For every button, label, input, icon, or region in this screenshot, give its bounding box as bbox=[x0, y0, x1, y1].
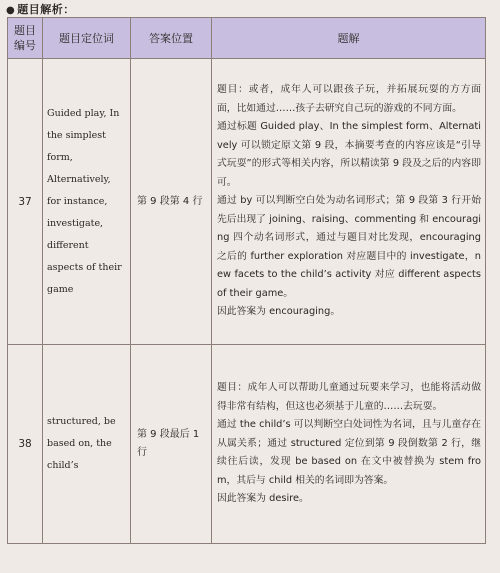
explanation-paragraph: 题目：或者，成年人可以跟孩子玩，并拓展玩耍的方方面面，比如通过……孩子去研究自己玩的游戏的不同方面。 bbox=[217, 84, 481, 114]
answer-position: 第 9 段第 4 行 bbox=[131, 59, 212, 345]
explanation-paragraph: 通过 by 可以判断空白处为动名词形式；第 9 段第 3 行开始先后出现了 joining、raising、commenting 和 encouraging 四个动名词形式，通过与题目对比发现，encouraging 之后的 further exploration 对应题目中的 investigate，new facets to the child’s activity 对应 different aspects of their game。 bbox=[217, 195, 482, 299]
table-header-row bbox=[8, 18, 486, 59]
bullet-icon: ● bbox=[6, 5, 16, 16]
answer-table bbox=[7, 17, 486, 544]
header-locator-label: 题目定位词 bbox=[59, 31, 114, 45]
section-title-text: 题目解析： bbox=[17, 3, 75, 16]
explanation bbox=[212, 345, 486, 544]
question-number: 37 bbox=[8, 59, 43, 345]
explanation-paragraph: 因此答案为 encouraging。 bbox=[217, 306, 341, 318]
table-row bbox=[8, 59, 486, 345]
explanation-paragraph: 通过标题 Guided play、In the simplest form、Alternatively 可以锁定原文第 9 段，本摘要考查的内容应该是“引导式玩耍”的形式等相关内容，所以精读第 9 段及之后的内容即可。 bbox=[217, 121, 481, 188]
question-number: 38 bbox=[8, 345, 43, 544]
answer-position: 第 9 段最后 1 行 bbox=[131, 345, 212, 544]
header-locator bbox=[43, 18, 131, 59]
header-position-label: 答案位置 bbox=[149, 31, 193, 45]
locator-words: structured, be based on, the child’s bbox=[43, 345, 131, 544]
section-title bbox=[6, 1, 75, 17]
explanation bbox=[212, 59, 486, 345]
header-explanation-label: 题解 bbox=[337, 31, 360, 45]
explanation-paragraph: 题目：成年人可以帮助儿童通过玩要来学习，也能将活动做得非常有结构，但这也必须基于儿童的……去玩耍。 bbox=[217, 382, 481, 412]
header-explanation bbox=[212, 18, 486, 59]
header-number bbox=[8, 18, 43, 59]
header-number-label: 题目编号 bbox=[14, 24, 36, 52]
explanation-paragraph: 通过 the child’s 可以判断空白处词性为名词，且与儿童存在从属关系；通过 structured 定位到第 9 段倒数第 2 行，继续往后读，发现 be based on 在文中被替换为 stem from，其后与 child 相关的名词即为答案。 bbox=[217, 419, 481, 486]
explanation-paragraph: 因此答案为 desire。 bbox=[217, 493, 309, 505]
header-position bbox=[131, 18, 212, 59]
table-row bbox=[8, 345, 486, 544]
locator-words: Guided play, In the simplest form, Alternatively, for instance, investigate, different aspects of their game bbox=[43, 59, 131, 345]
